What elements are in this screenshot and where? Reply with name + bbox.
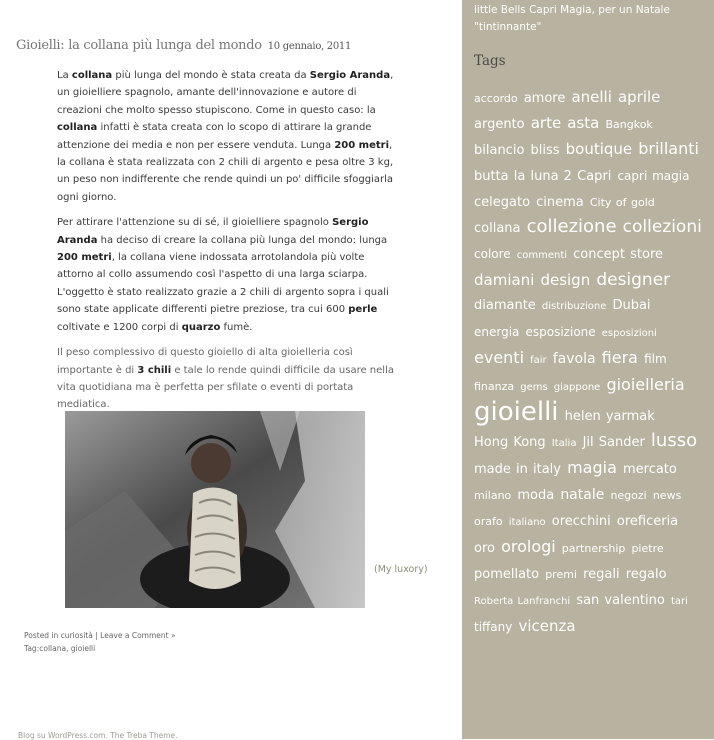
sidebar — [462, 0, 714, 739]
text: infatti è stata creata con lo scopo di attirare la grande attenzione dei media e non per essere venduta. Lunga — [57, 122, 372, 151]
text: , la collana è stata realizzata con 2 chili di argento e pesa oltre 3 kg, un peso non indifferente che rende quindi un po' difficile sfoggiarla ogni giorno. — [57, 139, 394, 203]
post-tag-link[interactable]: gioielli — [70, 644, 96, 653]
post-tag-link[interactable]: collana — [39, 644, 67, 653]
tag-link[interactable]: argento — [474, 117, 525, 132]
tag-link[interactable]: Roberta Lanfranchi — [474, 596, 571, 607]
bold-keyword: collana — [57, 122, 98, 134]
tag-link[interactable]: Jil Sander — [582, 435, 645, 450]
post-photo — [65, 411, 365, 608]
post-title[interactable]: Gioielli: la collana più lunga del mondo — [16, 38, 262, 53]
text: e tale lo rende quindi difficile da usare nella vita quotidiana ma è perfetta per sfilate o eventi di portata mediatica. — [57, 364, 394, 411]
text: . — [175, 731, 178, 740]
tag-link[interactable]: collezioni — [622, 217, 702, 237]
text: , — [66, 644, 71, 653]
tag-link[interactable]: pomellato — [474, 567, 540, 582]
tag-link[interactable]: arte — [530, 114, 562, 132]
text: La — [57, 70, 72, 81]
tag-link[interactable]: bilancio — [474, 143, 525, 158]
tag-link[interactable]: san valentino — [576, 593, 665, 608]
bold-keyword: perle — [348, 304, 378, 316]
tag-link[interactable]: concept store — [573, 247, 664, 262]
tag-link[interactable]: made in italy — [474, 462, 561, 477]
post-paragraph-2 — [57, 214, 399, 336]
tag-link[interactable]: orafo — [474, 515, 503, 528]
text: ha deciso di creare la collana più lunga del mondo: lunga — [97, 234, 388, 246]
bold-keyword: Sergio Aranda — [309, 70, 391, 81]
tag-link[interactable]: orologi — [501, 537, 556, 556]
tag-link[interactable]: collana — [474, 221, 521, 236]
tag-link[interactable]: giappone — [553, 382, 601, 393]
text: Posted in — [24, 631, 61, 640]
tag-link[interactable]: magia — [567, 458, 617, 477]
tag-link[interactable]: orecchini — [551, 514, 611, 529]
tag-link[interactable]: oreficeria — [616, 514, 679, 529]
tag-link[interactable]: distribuzione — [541, 301, 607, 312]
tag-link[interactable]: regalo — [625, 567, 667, 582]
bold-keyword: Sergio Aranda — [57, 217, 369, 246]
tag-link[interactable]: negozi — [610, 489, 647, 502]
sidebar-recent-post-link[interactable]: little Bells Capri Magia, per un Natale "tintinnante" — [474, 4, 670, 33]
tag-link[interactable]: vicenza — [518, 617, 576, 635]
text: | — [92, 631, 101, 640]
tag-link[interactable]: moda — [517, 488, 555, 503]
tag-link[interactable]: gems — [520, 382, 548, 393]
tag-link[interactable]: aprile — [617, 88, 661, 106]
tag-link[interactable]: natale — [560, 487, 605, 503]
text: , la collana viene indossata arrotolandola più volte attorno al collo assumendo così l'aspetto di una larga sciarpa. L'oggetto è stato realizzato grazie a 2 chili di argento sopra i quali sono state applicate differenti pietre preziose, tra cui 600 — [57, 252, 389, 316]
theme-link[interactable]: The Treba Theme — [110, 731, 176, 740]
tag-link[interactable]: damiani — [474, 271, 535, 289]
bold-keyword: 200 metri — [334, 139, 390, 151]
tag-link[interactable]: collezione — [526, 216, 617, 237]
bold-keyword: 200 metri — [57, 252, 112, 264]
tag-link[interactable]: Dubai — [612, 298, 651, 313]
tag-link[interactable]: brillanti — [638, 139, 699, 158]
post-paragraph-1 — [57, 67, 399, 206]
text: di questo — [154, 347, 208, 359]
tag-link[interactable]: celegato — [474, 195, 531, 210]
bold-keyword: collana — [71, 70, 113, 81]
tag-link[interactable]: helen yarmak — [564, 409, 655, 424]
tag-link[interactable]: tiffany — [474, 620, 513, 634]
tag-link[interactable]: anelli — [571, 88, 612, 106]
inline-link[interactable]: Il peso complessivo — [57, 347, 155, 359]
text: Per attirare l'attenzione su di sé, il gioielliere spagnolo — [57, 217, 333, 229]
tag-link[interactable]: finanza — [474, 380, 515, 393]
tag-link[interactable]: film — [644, 352, 667, 366]
photo-caption: (My luxory) — [374, 564, 428, 575]
tag-link[interactable]: City of gold — [589, 196, 655, 209]
tag-link[interactable]: designer — [596, 270, 671, 290]
post-body — [57, 67, 399, 422]
tag-link[interactable]: diamante — [474, 298, 536, 313]
tag-link[interactable]: gioielli — [474, 397, 559, 427]
tag-link[interactable]: commenti — [516, 250, 568, 261]
tag-link[interactable]: amore — [523, 91, 566, 106]
post-meta-line-1 — [24, 629, 176, 642]
tag-link[interactable]: asta — [567, 114, 600, 132]
tag-link[interactable]: italiano — [508, 517, 546, 528]
text: fumè. — [220, 321, 253, 333]
tag-link[interactable]: design — [540, 271, 591, 289]
wordpress-link[interactable]: Blog su WordPress.com — [18, 731, 106, 740]
text: così importante è di — [57, 347, 353, 376]
text: , un gioielliere spagnolo, amante dell'innovazione e autore di creazioni che molto spesso stupiscono. Come in questo caso: la — [57, 70, 394, 116]
tag-link[interactable]: Bangkok — [605, 118, 653, 131]
text: Tag: — [24, 644, 40, 653]
bold-keyword: quarzo — [181, 321, 221, 333]
tag-link[interactable]: mercato — [622, 462, 677, 477]
tag-link[interactable]: boutique — [565, 140, 633, 158]
tag-link[interactable]: oro — [474, 541, 495, 556]
post-title-row — [16, 38, 351, 53]
tags-heading: Tags — [474, 53, 506, 69]
post-meta — [24, 629, 176, 655]
tag-link[interactable]: eventi — [474, 348, 525, 367]
tag-link[interactable]: Hong Kong — [474, 435, 546, 450]
bold-keyword: 3 chili — [137, 364, 172, 376]
tag-link[interactable]: favola — [552, 351, 596, 367]
tag-link[interactable]: esposizione — [525, 325, 596, 339]
tag-link[interactable]: milano — [474, 489, 512, 502]
tag-cloud — [474, 85, 702, 639]
tag-link[interactable]: fiera — [601, 348, 638, 367]
tag-link[interactable]: tari — [670, 596, 688, 607]
leave-comment-link[interactable]: Leave a Comment » — [100, 631, 176, 640]
inline-link[interactable]: gioiello di alta gioielleria — [207, 347, 330, 359]
tag-link[interactable]: pietre — [631, 542, 664, 555]
tag-link[interactable]: premi — [545, 568, 578, 581]
tag-link[interactable]: Italia — [551, 438, 577, 449]
tag-link[interactable]: partnership — [561, 542, 626, 555]
tag-link[interactable]: lusso — [650, 430, 698, 451]
tag-link[interactable]: news — [652, 489, 682, 502]
tag-link[interactable]: regali — [583, 567, 620, 582]
text: . — [105, 731, 111, 740]
photo-illustration — [65, 411, 365, 608]
post-paragraph-3 — [57, 344, 399, 414]
post-meta-line-2 — [24, 642, 176, 655]
tag-link[interactable]: esposizioni — [601, 328, 657, 339]
category-link[interactable]: curiosità — [60, 631, 93, 640]
tag-link[interactable]: gioielleria — [606, 375, 685, 394]
tag-link[interactable]: fair — [530, 355, 547, 366]
tag-link[interactable]: cinema — [536, 195, 584, 210]
tag-link[interactable]: colore — [474, 247, 511, 261]
tag-link[interactable]: bliss — [530, 143, 560, 158]
text: coltivate e 1200 corpi di — [57, 321, 182, 333]
post-date: 10 gennaio, 2011 — [267, 41, 352, 52]
tag-link[interactable]: energia — [474, 325, 520, 339]
tag-link[interactable]: capri magia — [617, 169, 690, 183]
text: più lunga del mondo è stata creata da — [112, 70, 310, 81]
tag-link[interactable]: accordo — [474, 92, 518, 105]
tag-link[interactable]: butta la luna 2 Capri — [474, 169, 612, 184]
